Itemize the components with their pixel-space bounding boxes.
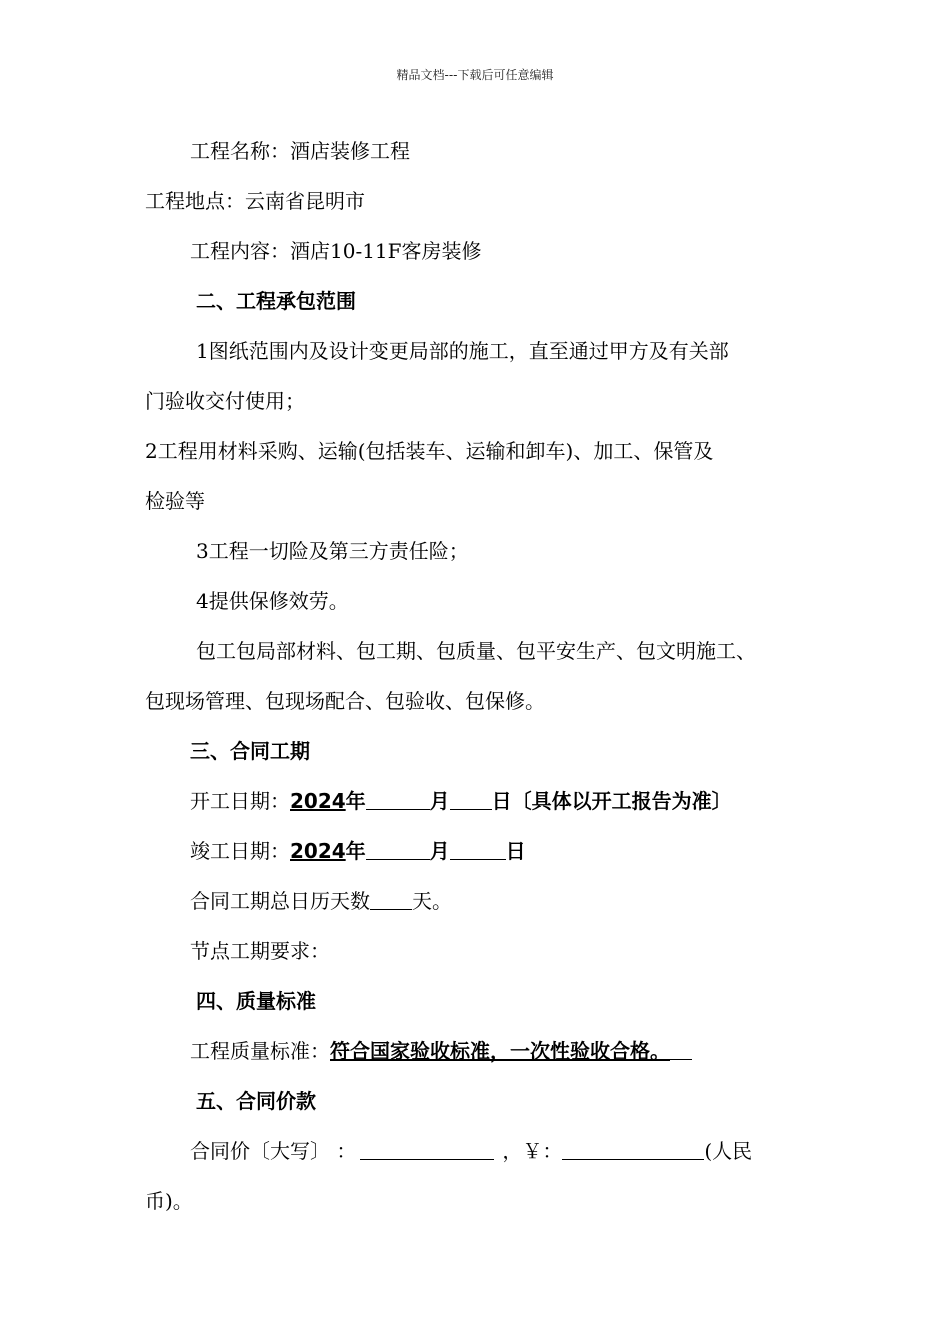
quality-line [190,1037,692,1065]
year-char: 年 [345,839,366,863]
scope-item-1-cont: 门验收交付使用； [145,389,305,413]
start-year: 2024 [290,789,346,813]
project-name: 工程名称：酒店装修工程 [190,139,410,163]
start-date-line [190,787,732,815]
year-char: 年 [345,789,366,813]
scope-summary-cont: 包现场管理、包现场配合、包验收、包保修。 [145,689,545,713]
price-label: 合同价〔大写〕 ： [190,1139,357,1163]
total-days-label: 合同工期总日历天数 [190,889,370,913]
quality-label: 工程质量标准： [190,1039,330,1063]
start-note: 〔具体以开工报告为准〕 [511,789,732,813]
scope-item-2-cont: 检验等 [145,489,205,513]
end-date-label: 竣工日期： [190,839,290,863]
end-day-blank[interactable] [450,839,506,860]
scope-heading: 二、工程承包范围 [196,289,356,313]
price-line [190,1137,752,1165]
period-heading: 三、合同工期 [190,739,310,763]
scope-item-2: 2工程用材料采购、运输(包括装车、运输和卸车)、加工、保管及 [145,439,714,463]
month-char: 月 [429,839,450,863]
page-header: 精品文档---下载后可任意编辑 [396,68,554,82]
start-month-blank[interactable] [366,789,430,810]
quality-heading: 四、质量标准 [196,989,316,1013]
milestone-requirement: 节点工期要求： [190,939,330,963]
price-heading: 五、合同价款 [196,1089,316,1113]
day-char: 日 [491,789,512,813]
end-year: 2024 [290,839,346,863]
scope-item-1: 1图纸范围内及设计变更局部的施工，直至通过甲方及有关部 [196,339,729,363]
scope-item-4: 4提供保修效劳。 [196,589,349,613]
total-days-blank[interactable] [370,889,412,910]
price-currency-tail: 币)。 [145,1189,193,1213]
end-month-blank[interactable] [366,839,430,860]
quality-value: 符合国家验收标准，一次性验收合格。 [330,1039,670,1063]
total-days-suffix: 天。 [412,889,452,913]
price-words-blank[interactable] [360,1139,494,1160]
start-day-blank[interactable] [450,789,492,810]
project-location: 工程地点：云南省昆明市 [145,189,365,213]
quality-trailing-blank [670,1039,692,1060]
price-number-blank[interactable] [562,1139,704,1160]
price-currency-suffix: (人民 [704,1139,753,1163]
price-separator: ，￥： [502,1139,563,1163]
day-char: 日 [505,839,526,863]
month-char: 月 [429,789,450,813]
scope-item-3: 3工程一切险及第三方责任险； [196,539,469,563]
scope-summary: 包工包局部材料、包工期、包质量、包平安生产、包文明施工、 [196,639,756,663]
total-days-line [190,887,452,915]
project-content: 工程内容：酒店10-11F客房装修 [190,239,482,263]
end-date-line [190,837,526,865]
start-date-label: 开工日期： [190,789,290,813]
